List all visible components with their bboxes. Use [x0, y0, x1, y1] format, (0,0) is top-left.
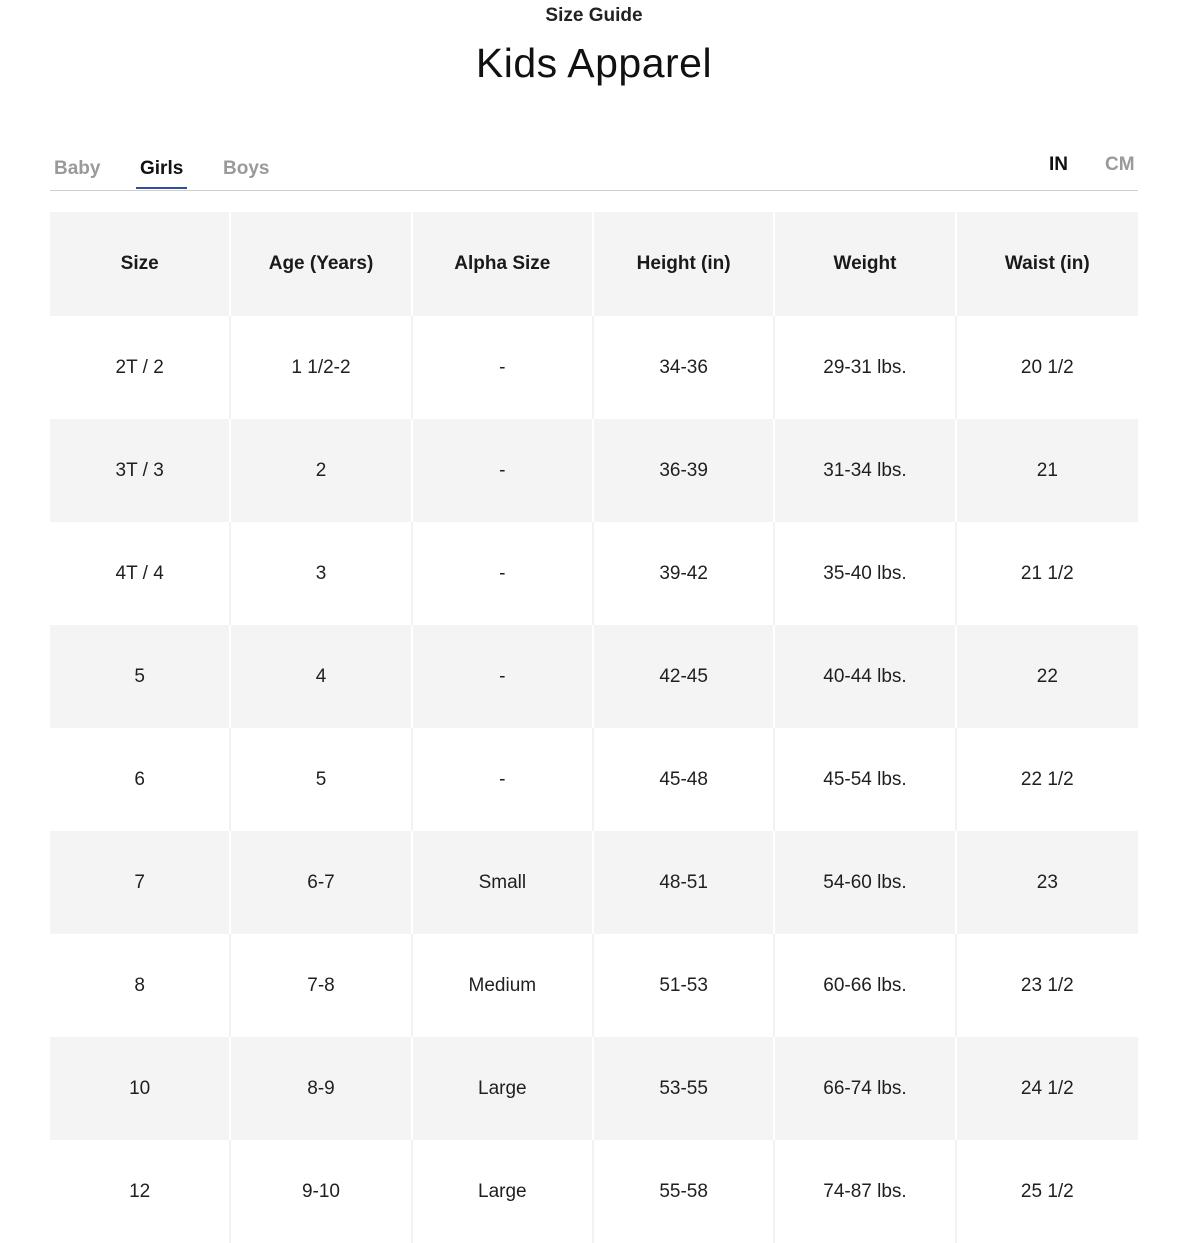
cell-age: 9-10: [231, 1140, 412, 1243]
cell-waist: 20 1/2: [957, 316, 1138, 419]
cell-weight: 31-34 lbs.: [775, 419, 956, 522]
cell-alpha-size: Medium: [413, 934, 594, 1037]
cell-alpha-size: -: [413, 316, 594, 419]
cell-weight: 35-40 lbs.: [775, 522, 956, 625]
cell-age: 3: [231, 522, 412, 625]
table-row: [50, 316, 1138, 419]
column-header-height: Height (in): [594, 212, 775, 316]
cell-age: 6-7: [231, 831, 412, 934]
cell-waist: 23 1/2: [957, 934, 1138, 1037]
cell-height: 34-36: [594, 316, 775, 419]
table-row: [50, 1140, 1138, 1243]
cell-alpha-size: -: [413, 522, 594, 625]
column-header-waist: Waist (in): [957, 212, 1138, 316]
cell-age: 7-8: [231, 934, 412, 1037]
table-header-row: [50, 212, 1138, 316]
cell-alpha-size: Large: [413, 1037, 594, 1140]
cell-height: 53-55: [594, 1037, 775, 1140]
cell-weight: 45-54 lbs.: [775, 728, 956, 831]
cell-alpha-size: -: [413, 419, 594, 522]
cell-size: 5: [50, 625, 231, 728]
cell-size: 3T / 3: [50, 419, 231, 522]
tab-baby[interactable]: Baby: [54, 158, 101, 179]
cell-weight: 54-60 lbs.: [775, 831, 956, 934]
column-header-age: Age (Years): [231, 212, 412, 316]
cell-weight: 29-31 lbs.: [775, 316, 956, 419]
table-row: [50, 625, 1138, 728]
table-row: [50, 522, 1138, 625]
category-tabs-bar: [50, 150, 1138, 191]
table-row: [50, 831, 1138, 934]
cell-weight: 66-74 lbs.: [775, 1037, 956, 1140]
cell-size: 10: [50, 1037, 231, 1140]
table-row: [50, 934, 1138, 1037]
cell-size: 6: [50, 728, 231, 831]
cell-alpha-size: Large: [413, 1140, 594, 1243]
cell-age: 8-9: [231, 1037, 412, 1140]
cell-size: 8: [50, 934, 231, 1037]
cell-waist: 21 1/2: [957, 522, 1138, 625]
cell-age: 4: [231, 625, 412, 728]
column-header-size: Size: [50, 212, 231, 316]
cell-age: 5: [231, 728, 412, 831]
cell-height: 42-45: [594, 625, 775, 728]
unit-toggle-cm[interactable]: CM: [1105, 154, 1135, 175]
cell-height: 48-51: [594, 831, 775, 934]
cell-weight: 74-87 lbs.: [775, 1140, 956, 1243]
cell-weight: 40-44 lbs.: [775, 625, 956, 728]
page-title: Kids Apparel: [475, 40, 713, 86]
cell-age: 2: [231, 419, 412, 522]
cell-waist: 25 1/2: [957, 1140, 1138, 1243]
tab-girls[interactable]: Girls: [140, 158, 183, 186]
cell-waist: 22: [957, 625, 1138, 728]
unit-toggle-in[interactable]: IN: [1049, 154, 1068, 175]
cell-height: 39-42: [594, 522, 775, 625]
cell-waist: 23: [957, 831, 1138, 934]
cell-height: 36-39: [594, 419, 775, 522]
size-chart-body: [50, 316, 1138, 1243]
cell-waist: 21: [957, 419, 1138, 522]
column-header-weight: Weight: [775, 212, 956, 316]
cell-weight: 60-66 lbs.: [775, 934, 956, 1037]
size-guide-eyebrow: Size Guide: [545, 5, 643, 26]
cell-size: 12: [50, 1140, 231, 1243]
cell-alpha-size: Small: [413, 831, 594, 934]
cell-waist: 24 1/2: [957, 1037, 1138, 1140]
cell-alpha-size: -: [413, 728, 594, 831]
cell-height: 55-58: [594, 1140, 775, 1243]
cell-size: 7: [50, 831, 231, 934]
cell-alpha-size: -: [413, 625, 594, 728]
column-header-alpha-size: Alpha Size: [413, 212, 594, 316]
table-row: [50, 419, 1138, 522]
cell-height: 51-53: [594, 934, 775, 1037]
size-chart-table: [50, 212, 1138, 1243]
tab-boys[interactable]: Boys: [223, 158, 270, 179]
cell-age: 1 1/2-2: [231, 316, 412, 419]
table-row: [50, 728, 1138, 831]
cell-waist: 22 1/2: [957, 728, 1138, 831]
cell-size: 2T / 2: [50, 316, 231, 419]
cell-size: 4T / 4: [50, 522, 231, 625]
table-row: [50, 1037, 1138, 1140]
cell-height: 45-48: [594, 728, 775, 831]
